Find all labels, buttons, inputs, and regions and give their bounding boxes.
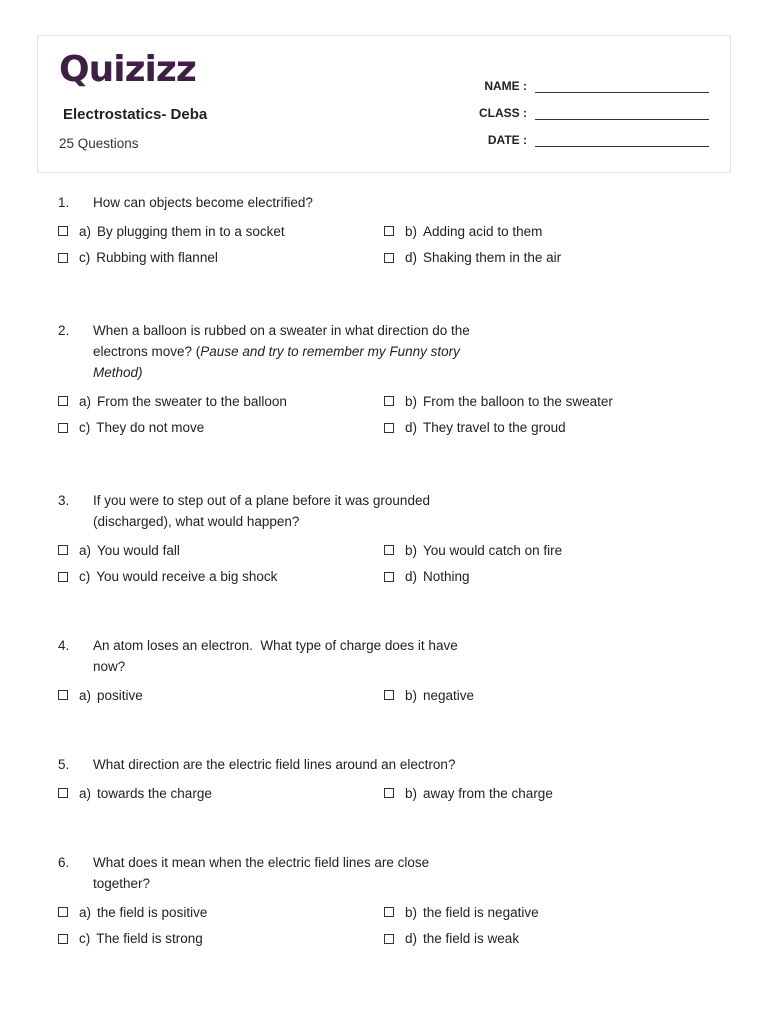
class-blank-line[interactable]: [535, 105, 709, 120]
option-text: the field is negative: [423, 904, 539, 920]
answer-option[interactable]: [58, 245, 384, 272]
option-letter: a): [79, 904, 92, 920]
checkbox-icon[interactable]: [58, 788, 68, 798]
question-number: 2.: [58, 323, 70, 338]
option-letter: a): [79, 785, 92, 801]
checkbox-icon[interactable]: [58, 572, 68, 582]
answer-options: [58, 537, 738, 590]
option-letter: b): [405, 687, 418, 703]
option-letter: d): [405, 569, 418, 585]
answer-options: [58, 218, 738, 271]
date-blank-line[interactable]: [535, 132, 709, 147]
checkbox-icon[interactable]: [58, 690, 68, 700]
answer-option[interactable]: [384, 682, 710, 709]
answer-option[interactable]: [384, 537, 710, 564]
option-text: Adding acid to them: [423, 223, 543, 239]
option-text: They do not move: [96, 420, 205, 436]
answer-option[interactable]: [58, 780, 384, 807]
question-2: [58, 320, 738, 441]
answer-option[interactable]: [58, 218, 384, 245]
name-blank-line[interactable]: [535, 78, 709, 93]
option-text: towards the charge: [97, 785, 212, 801]
option-text: the field is weak: [423, 931, 520, 947]
answer-option[interactable]: [384, 415, 710, 442]
question-1: [58, 192, 738, 271]
question-number: 1.: [58, 195, 70, 210]
option-text: They travel to the groud: [423, 420, 566, 436]
answer-option[interactable]: [58, 564, 384, 591]
option-letter: c): [79, 420, 91, 436]
answer-option[interactable]: [384, 780, 710, 807]
class-field: [479, 93, 709, 120]
checkbox-icon[interactable]: [384, 226, 394, 236]
checkbox-icon[interactable]: [384, 690, 394, 700]
student-info-fields: [479, 66, 709, 147]
question-count: 25 Questions: [59, 136, 139, 151]
option-text: You would catch on fire: [423, 542, 563, 558]
question-number: 4.: [58, 638, 70, 653]
date-label: DATE :: [487, 133, 527, 147]
option-text: Nothing: [423, 569, 470, 585]
question-text: When a balloon is rubbed on a sweater in what direction do the electrons move? (Pause and try to remember my Funny story Method): [93, 323, 470, 380]
question-text: What direction are the electric field lines around an electron?: [93, 757, 456, 772]
option-text: Shaking them in the air: [423, 250, 562, 266]
answer-option[interactable]: [58, 415, 384, 442]
question-text-italic: Pause and try to remember my Funny story Method): [93, 344, 460, 380]
checkbox-icon[interactable]: [384, 934, 394, 944]
answer-option[interactable]: [58, 899, 384, 926]
answer-options: [58, 899, 738, 952]
option-letter: b): [405, 542, 418, 558]
answer-option[interactable]: [384, 926, 710, 953]
question-number: 6.: [58, 855, 70, 870]
question-number: 3.: [58, 493, 70, 508]
checkbox-icon[interactable]: [58, 253, 68, 263]
question-6: [58, 852, 738, 952]
checkbox-icon[interactable]: [58, 423, 68, 433]
checkbox-icon[interactable]: [384, 907, 394, 917]
question-5: [58, 754, 738, 807]
option-letter: a): [79, 542, 92, 558]
option-letter: b): [405, 393, 418, 409]
option-letter: c): [79, 250, 91, 266]
option-letter: c): [79, 931, 91, 947]
checkbox-icon[interactable]: [384, 396, 394, 406]
checkbox-icon[interactable]: [384, 423, 394, 433]
answer-option[interactable]: [384, 218, 710, 245]
option-letter: b): [405, 223, 418, 239]
answer-option[interactable]: [384, 899, 710, 926]
option-text: From the sweater to the balloon: [97, 393, 287, 409]
option-letter: c): [79, 569, 91, 585]
checkbox-icon[interactable]: [58, 907, 68, 917]
answer-option[interactable]: [58, 682, 384, 709]
checkbox-icon[interactable]: [58, 934, 68, 944]
option-text: The field is strong: [96, 931, 203, 947]
option-text: By plugging them in to a socket: [97, 223, 285, 239]
class-label: CLASS :: [479, 106, 527, 120]
answer-option[interactable]: [384, 245, 710, 272]
checkbox-icon[interactable]: [58, 396, 68, 406]
answer-options: [58, 780, 738, 807]
checkbox-icon[interactable]: [384, 253, 394, 263]
answer-options: [58, 388, 738, 441]
question-text: How can objects become electrified?: [93, 195, 313, 210]
option-text: You would fall: [97, 542, 180, 558]
quiz-title: Electrostatics- Deba: [63, 106, 208, 123]
question-3: [58, 490, 738, 590]
checkbox-icon[interactable]: [58, 545, 68, 555]
option-text: the field is positive: [97, 904, 208, 920]
option-text: Rubbing with flannel: [96, 250, 218, 266]
answer-option[interactable]: [58, 926, 384, 953]
question-text: An atom loses an electron. What type of charge does it have now?: [93, 638, 462, 674]
option-letter: b): [405, 785, 418, 801]
quizizz-logo: Quizizz: [59, 49, 196, 90]
worksheet-header: [37, 35, 731, 173]
date-field: [479, 120, 709, 147]
question-4: [58, 635, 738, 709]
name-label: NAME :: [484, 79, 527, 93]
option-letter: d): [405, 931, 418, 947]
checkbox-icon[interactable]: [384, 545, 394, 555]
answer-option[interactable]: [58, 388, 384, 415]
question-number: 5.: [58, 757, 70, 772]
name-field: [479, 66, 709, 93]
option-text: From the balloon to the sweater: [423, 393, 613, 409]
answer-option[interactable]: [58, 537, 384, 564]
question-text: If you were to step out of a plane before it was grounded (discharged), what would happen?: [93, 493, 430, 529]
option-letter: b): [405, 904, 418, 920]
option-text: You would receive a big shock: [96, 569, 278, 585]
option-text: positive: [97, 687, 143, 703]
answer-option[interactable]: [384, 564, 710, 591]
option-text: negative: [423, 687, 475, 703]
option-letter: d): [405, 420, 418, 436]
option-letter: a): [79, 393, 92, 409]
checkbox-icon[interactable]: [384, 572, 394, 582]
option-letter: d): [405, 250, 418, 266]
option-letter: a): [79, 223, 92, 239]
answer-option[interactable]: [384, 388, 710, 415]
checkbox-icon[interactable]: [58, 226, 68, 236]
option-letter: a): [79, 687, 92, 703]
checkbox-icon[interactable]: [384, 788, 394, 798]
question-text: What does it mean when the electric field lines are close together?: [93, 855, 430, 891]
answer-options: [58, 682, 738, 709]
option-text: away from the charge: [423, 785, 553, 801]
